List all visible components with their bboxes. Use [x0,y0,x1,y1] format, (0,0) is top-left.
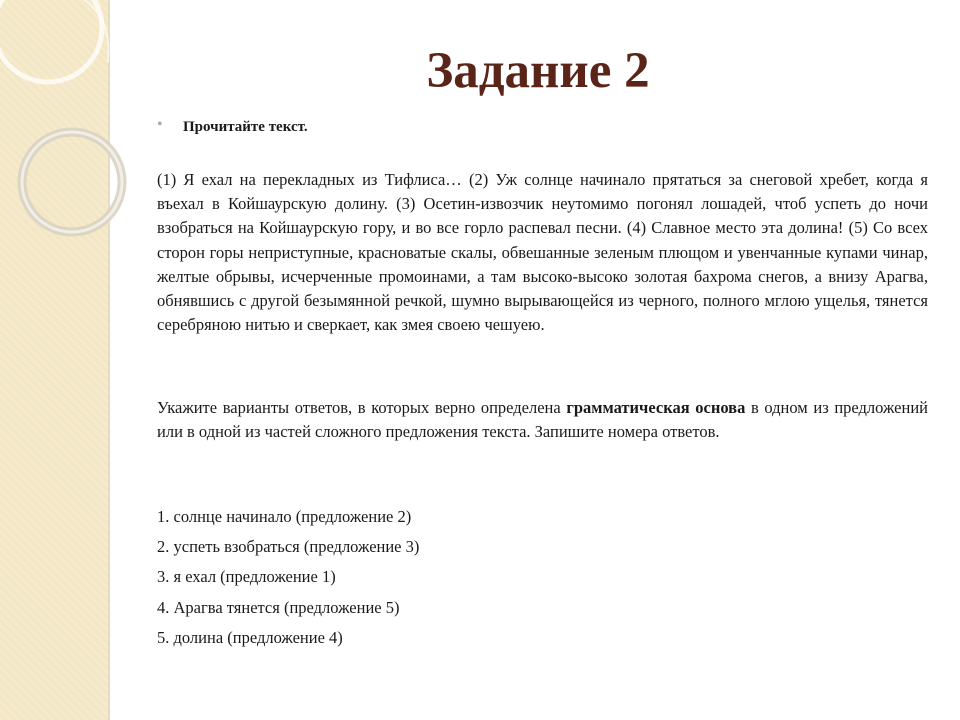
bullet-instruction: Прочитайте текст. [183,119,308,135]
instruction-text-start: Укажите варианты ответов, в которых верно определена [157,398,567,417]
answer-option-2: 2. успеть взобраться (предложение 3) [157,537,420,556]
answer-option-5: 5. долина (предложение 4) [157,628,343,647]
task-instruction [157,396,928,444]
answer-option-4: 4. Арагва тянется (предложение 5) [157,598,400,617]
answer-option-1: 1. солнце начинало (предложение 2) [157,507,412,526]
reading-passage: (1) Я ехал на перекладных из Тифлиса… (2) Уж солнце начинало прятаться за снеговой хребет, когда я въехал в Койшаурскую долину. (3) Осетин-извозчик неутомимо погонял лошадей, чтоб успеть до ночи взобраться на Койшаурскую гору, и во все горло распевал песни. (4) Славное место эта долина! (5) Со всех сторон горы неприступные, красноватые скалы, обвешанные зеленым плющом и увенчанные купами чинар, желтые обрывы, исчерченные промоинами, а там высоко-высоко золотая бахрома снегов, а внизу Арагва, обнявшись с другой безымянной речкой, шумно вырывающейся из черного, полного мглою ущелья, тянется серебряною нитью и сверкает, как змея своею чешуею. [157,170,928,335]
instruction-bold-term: грамматическая основа [566,398,746,417]
slide-title: Задание 2 [426,43,650,99]
instruction-text-end: в одном из предложений или в одной из частей сложного предложения текста. Запишите номера ответов. [157,398,928,442]
answer-option-3: 3. я ехал (предложение 1) [157,567,336,586]
bullet-icon: • [157,116,163,133]
